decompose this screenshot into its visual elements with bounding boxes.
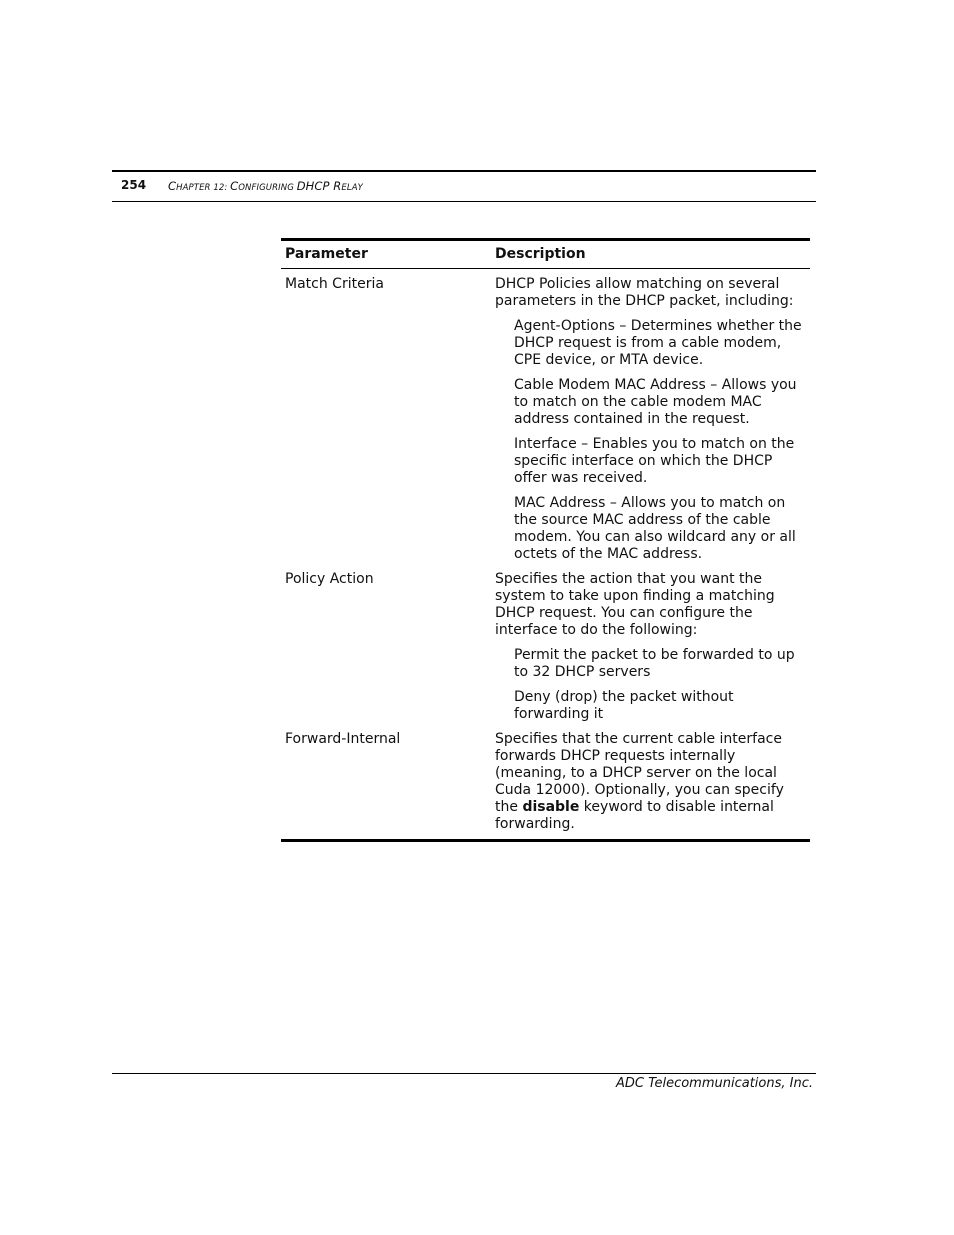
desc-cell [495,571,810,723]
table-header-row [281,241,810,268]
desc-subitem: Permit the packet to be forwarded to up to 32 DHCP servers [514,647,795,680]
running-head-part-3: DHCP R [296,179,342,193]
page-number: 254 [121,178,147,192]
param-cell: Forward-Internal [285,731,401,747]
desc-text: Specifies the action that you want the system to take upon finding a matching DHCP request. You can configure the interface to do the following: [495,571,775,638]
desc-cell [495,276,810,563]
header-parameter: Parameter [285,246,368,262]
desc-cell [495,731,810,833]
running-head-initial-1: C [168,179,177,193]
table-row [281,723,810,833]
running-head-part-4: ELAY [341,183,363,193]
table-row [281,269,810,563]
desc-text [495,731,806,833]
desc-subitem: Agent-Options – Determines whether the DHCP request is from a cable modem, CPE device, or MTA device. [514,318,802,368]
keyword-disable: disable [522,799,580,815]
header-rule-top [112,170,816,172]
desc-subitem: Deny (drop) the packet without forwarding it [514,689,734,722]
desc-text-after: keyword to disable internal forwarding. [495,799,774,832]
running-head-part-1: HAPTER 12: [176,183,231,193]
running-head [168,179,363,193]
desc-text-before: Specifies that the current cable interface forwards DHCP requests internally (meaning, to a DHCP server on the local Cuda 12000). Optionally, you can specify the [495,731,784,815]
footer-rule [112,1073,816,1074]
footer-company: ADC Telecommunications, Inc. [616,1076,813,1091]
header-rule-bottom [112,201,816,202]
running-head-part-2: ONFIGURING [238,183,297,193]
desc-subitem: MAC Address – Allows you to match on the source MAC address of the cable modem. You can also wildcard any or all octets of the MAC address. [514,495,796,562]
desc-subitem: Cable Modem MAC Address – Allows you to match on the cable modem MAC address contained in the request. [514,377,797,427]
running-head-initial-2: C [230,179,239,193]
param-cell: Match Criteria [285,276,384,292]
table-bottom-rule [281,839,810,842]
header-description: Description [495,246,586,262]
table-row [281,563,810,723]
desc-subitem: Interface – Enables you to match on the specific interface on which the DHCP offer was received. [514,436,795,486]
param-cell: Policy Action [285,571,374,587]
parameter-table [281,238,810,842]
desc-text: DHCP Policies allow matching on several parameters in the DHCP packet, including: [495,276,794,309]
